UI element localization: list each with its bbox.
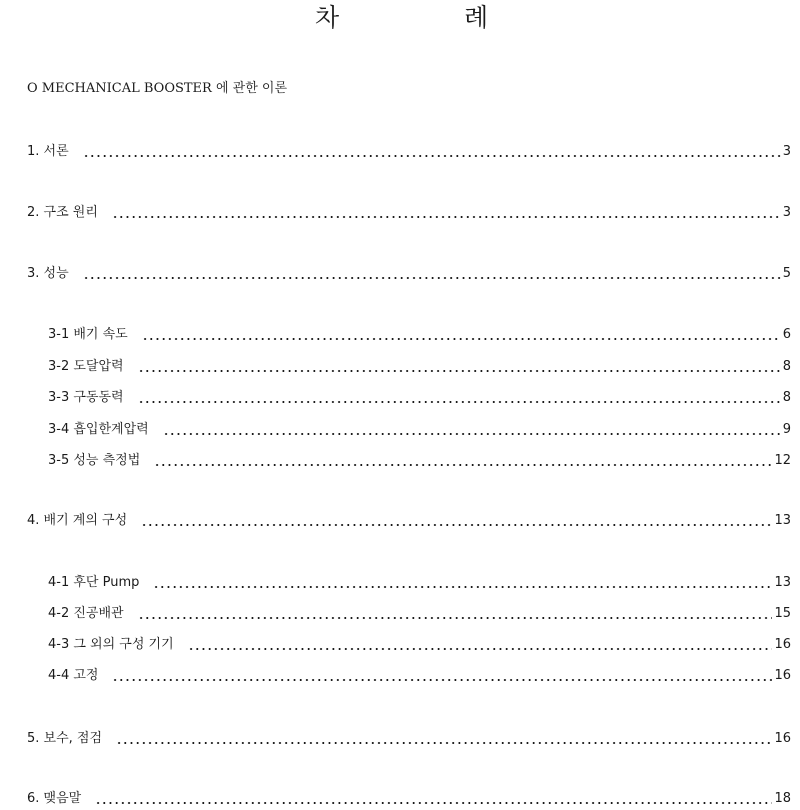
dot-leader <box>138 605 775 623</box>
page-title <box>0 2 800 38</box>
document-subtitle: O MECHANICAL BOOSTER 에 관한 이론 <box>27 81 288 96</box>
toc-page-number: 8 <box>782 390 791 405</box>
toc-label: 4-3 그 외의 구성 기기 <box>48 637 174 652</box>
dot-leader <box>83 265 783 283</box>
toc-label: 2. 구조 원리 <box>27 205 98 220</box>
toc-entry[interactable] <box>0 667 800 685</box>
toc-label: 3. 성능 <box>27 266 69 281</box>
title-char-2: 례 <box>464 3 489 32</box>
dot-leader <box>138 358 783 376</box>
dot-leader <box>112 667 774 685</box>
toc-page-number: 16 <box>774 731 791 746</box>
toc-entry[interactable] <box>0 636 800 654</box>
toc-page-number: 8 <box>782 359 791 374</box>
toc-entry[interactable] <box>0 574 800 592</box>
toc-page-number: 18 <box>774 791 791 806</box>
toc-page-number: 13 <box>774 513 791 528</box>
toc-entry[interactable] <box>0 389 800 407</box>
dot-leader <box>153 574 774 592</box>
toc-label: 4-2 진공배관 <box>48 606 124 621</box>
toc-entry[interactable] <box>0 421 800 439</box>
toc-page-number: 16 <box>774 668 791 683</box>
toc-page-number: 3 <box>782 144 791 159</box>
dot-leader <box>188 636 775 654</box>
title-char-1: 차 <box>315 3 340 32</box>
toc-label: 4. 배기 계의 구성 <box>27 513 128 528</box>
toc-label: 3-3 구동동력 <box>48 390 124 405</box>
toc-entry[interactable] <box>0 605 800 623</box>
toc-entry[interactable] <box>0 204 800 222</box>
toc-entry[interactable] <box>0 730 800 748</box>
dot-leader <box>95 790 774 808</box>
toc-entry[interactable] <box>0 452 800 470</box>
toc-label: 5. 보수, 점검 <box>27 731 103 746</box>
toc-entry[interactable] <box>0 143 800 161</box>
dot-leader <box>154 452 774 470</box>
toc-page-number: 6 <box>782 327 791 342</box>
toc-entry[interactable] <box>0 358 800 376</box>
toc-entry[interactable] <box>0 326 800 344</box>
toc-entry[interactable] <box>0 512 800 530</box>
toc-page-number: 13 <box>774 575 791 590</box>
toc-page-number: 12 <box>774 453 791 468</box>
toc-label: 3-1 배기 속도 <box>48 327 128 342</box>
toc-label: 4-1 후단 Pump <box>48 575 140 590</box>
dot-leader <box>112 204 783 222</box>
dot-leader <box>116 730 774 748</box>
dot-leader <box>83 143 783 161</box>
dot-leader <box>163 421 783 439</box>
dot-leader <box>138 389 783 407</box>
toc-label: 3-2 도달압력 <box>48 359 124 374</box>
toc-page-number: 5 <box>782 266 791 281</box>
toc-label: 6. 맺음말 <box>27 791 82 806</box>
dot-leader <box>141 512 774 530</box>
toc-page-number: 16 <box>774 637 791 652</box>
toc-label: 3-5 성능 측정법 <box>48 453 141 468</box>
toc-label: 1. 서론 <box>27 144 69 159</box>
toc-page-number: 15 <box>774 606 791 621</box>
toc-entry[interactable] <box>0 265 800 283</box>
toc-page-number: 3 <box>782 205 791 220</box>
dot-leader <box>142 326 783 344</box>
toc-label: 4-4 고정 <box>48 668 99 683</box>
toc-entry[interactable] <box>0 790 800 808</box>
toc-page-number: 9 <box>782 422 791 437</box>
toc-label: 3-4 흡입한계압력 <box>48 422 149 437</box>
